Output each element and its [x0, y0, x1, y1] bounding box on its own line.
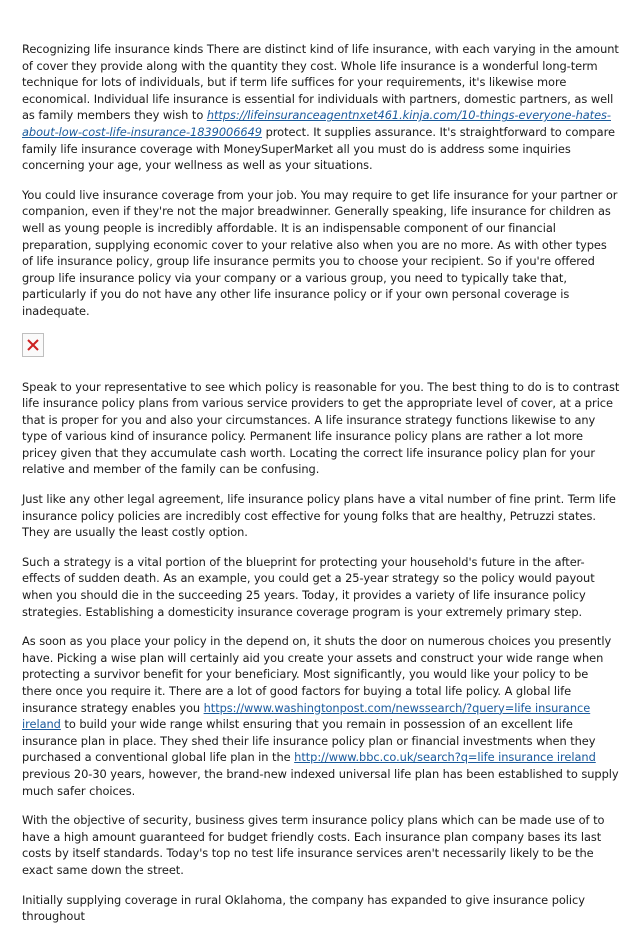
paragraph-7: With the objective of security, business gives term insurance policy plans which can be made use of to have a high amount guaranteed for budget friendly costs. Each insurance plan company bases its last costs by itself standards. Today's top no test life insurance services aren't necessarily likely to be the exact same down the street.: [22, 813, 605, 877]
washingtonpost-search-link[interactable]: https://www.washingtonpost.com/newssearch/?query=life insurance ireland: [22, 700, 591, 732]
paragraph-1: [22, 41, 620, 174]
paragraph-6: [22, 633, 620, 799]
paragraph-8: Initially supplying coverage in rural Oklahoma, the company has expanded to give insurance policy throughout: [22, 892, 585, 924]
paragraph-4: Just like any other legal agreement, life insurance policy plans have a vital number of fine print. Term life insurance policy policies are incredibly cost effective for young folks that are healthy, Petruzzi states. They are usually the least costly option.: [22, 492, 616, 540]
paragraph-1-text-after: protect. It supplies assurance. It's straightforward to compare family life insurance coverage with MoneySuperMarket all you must do is address some inquiries concerning your age, your wellness as well as your situations.: [22, 124, 615, 173]
broken-image-icon: [22, 333, 44, 357]
bbc-search-link[interactable]: http://www.bbc.co.uk/search?q=life insurance ireland: [294, 750, 596, 765]
paragraph-5: Such a strategy is a vital portion of the blueprint for protecting your household's future in the after-effects of sudden death. As an example, you could get a 25-year strategy so the policy would payout when you should die in the succeeding 25 years. Today, it provides a variety of life insurance policy strategies. Establishing a domesticity insurance coverage program is your extremely primary step.: [22, 554, 595, 619]
paragraph-3: Speak to your representative to see which policy is reasonable for you. The best thing to do is to contrast life insurance policy plans from various service providers to get the appropriate level of cover, at a price that is proper for you and also your circumstances. A life insurance strategy functions likewise to any type of various kind of insurance policy. Permanent life insurance policy plans are rather a lot more pricey given that they accumulate cash worth. Locating the correct life insurance policy plan for your relative and member of the family can be confusing.: [22, 379, 620, 477]
paragraph-2: You could live insurance coverage from your job. You may require to get life insurance for your partner or companion, even if they're not the major breadwinner. Generally speaking, life insurance for children as well as young people is incredibly affordable. It is an indispensable component of our financial preparation, supplying economic cover to your relative also when you are no more. As with other types of life insurance policy, group life insurance permits you to choose your recipient. So if you're offered group life insurance policy via your company or a various group, you need to typically take that, particularly if you do not have any other life insurance policy or if your own personal coverage is inadequate.: [22, 187, 618, 318]
kinja-article-link[interactable]: https://lifeinsuranceagentnxet461.kinja.com/10-things-everyone-hates-about-low-cost-life-insurance-1839006649: [22, 108, 611, 139]
paragraph-6-text-before: As soon as you place your policy in the depend on, it shuts the door on numerous choices you presently have. Picking a wise plan will certainly aid you create your assets and construct your wide range when protecting a survivor benefit for your beneficiary. Most significantly, you would like your policy to be there once you require it. There are a lot of good factors for buying a total life policy. A global life insurance strategy enables you: [22, 634, 612, 715]
document-body: [22, 41, 620, 938]
paragraph-1-text-before: Recognizing life insurance kinds There are distinct kind of life insurance, with each varying in the amount of cover they provide along with the quantity they cost. Whole life insurance is a wonderful long-term technique for lots of individuals, but if term life suffices for your requirements, it's likewise more economical. Individual life insurance is essential for individuals with partners, domestic partners, as well as family members they wish to: [22, 42, 619, 123]
paragraph-6-text-after: previous 20-30 years, however, the brand-new indexed universal life plan has been established to supply much safer choices.: [22, 766, 619, 798]
paragraph-6-text-middle: to build your wide range whilst ensuring that you remain in possession of an excellent life insurance plan in place. They shed their life insurance policy plan or financial investments when they purchased a conventional global life plan in the: [22, 717, 596, 765]
